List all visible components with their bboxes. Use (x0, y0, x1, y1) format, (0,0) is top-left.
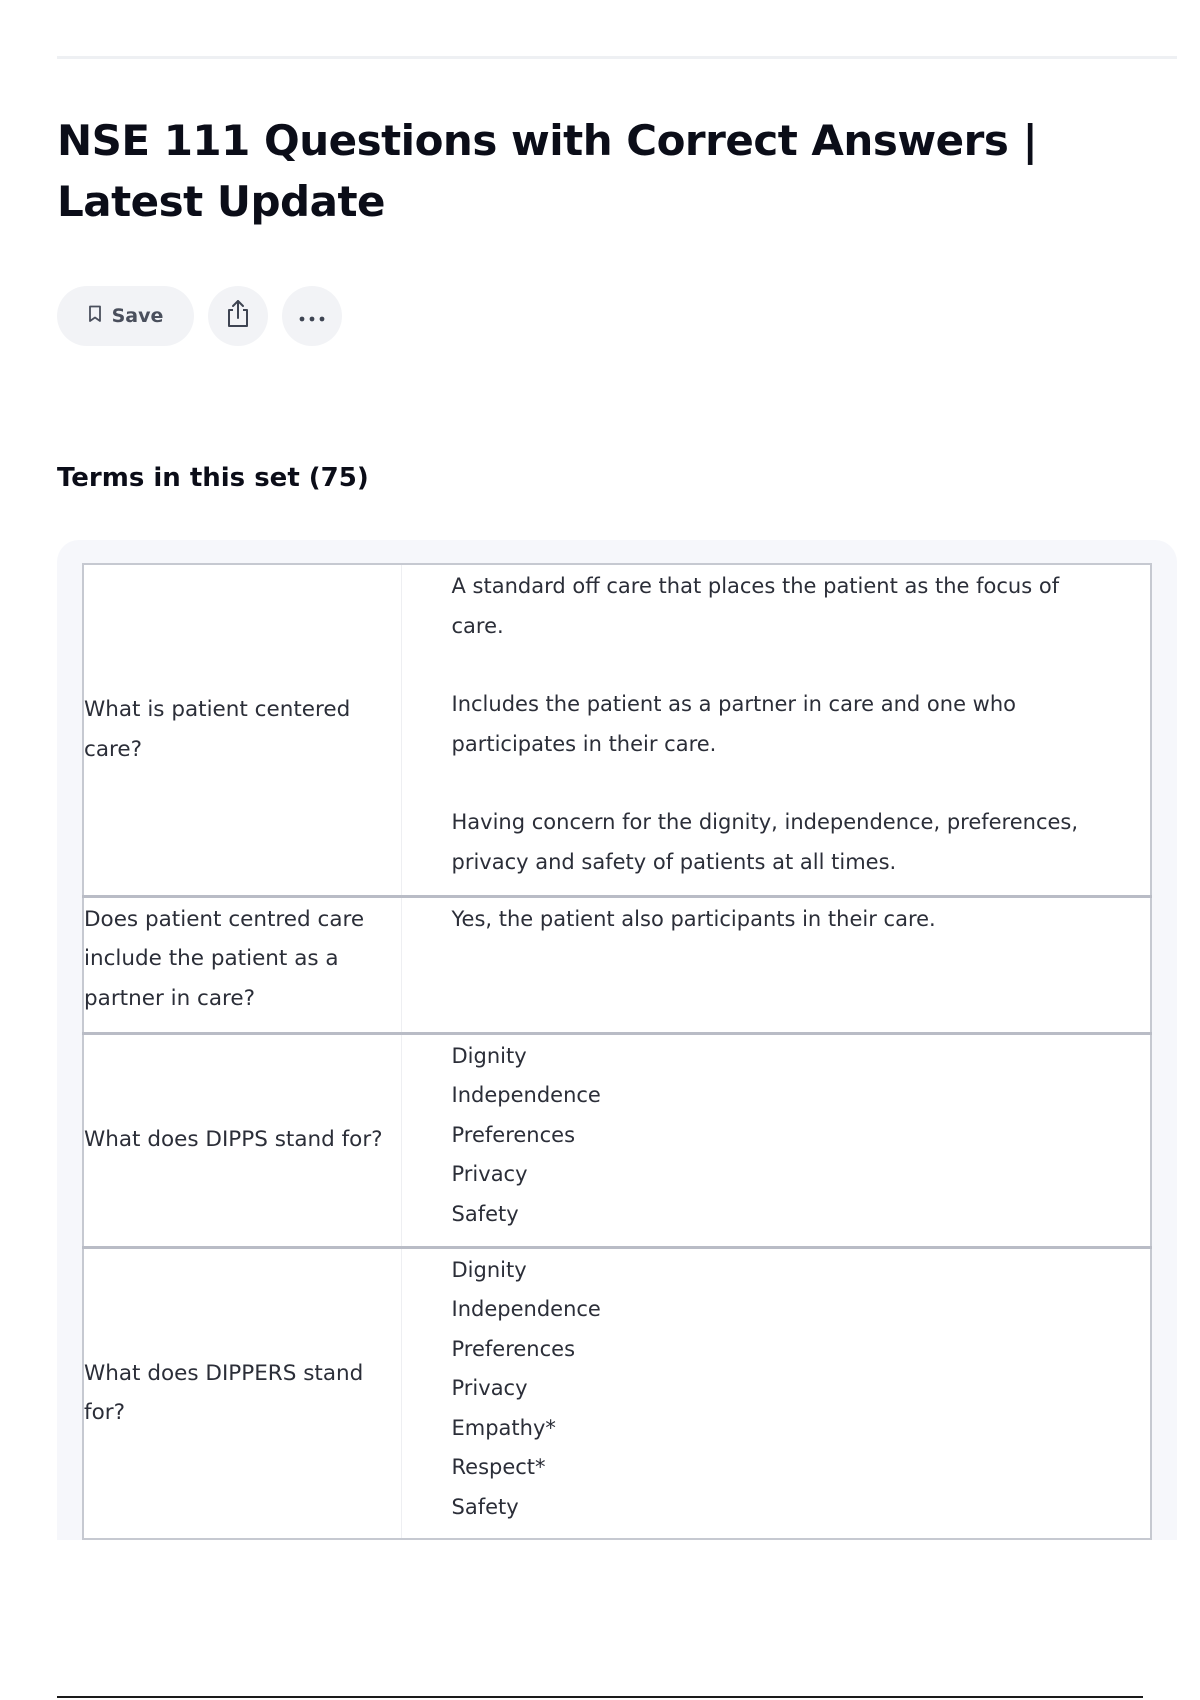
terms-table (82, 563, 1152, 1540)
definition-line: Safety (451, 1494, 519, 1519)
definition-paragraph: Yes, the patient also participants in their care. (451, 906, 936, 931)
top-divider (57, 56, 1177, 59)
term-cell (83, 564, 401, 896)
definition-line: Preferences (451, 1122, 576, 1147)
bottom-divider (57, 1696, 1143, 1698)
definition-line: Independence (451, 1083, 601, 1107)
definition-paragraph: Having concern for the dignity, independence, preferences, privacy and safety of patients at all times. (451, 810, 1079, 874)
definition-cell (401, 1033, 1151, 1247)
table-row (83, 1247, 1151, 1539)
definition-line: Dignity (451, 1257, 527, 1282)
definition-cell (401, 564, 1151, 896)
more-options-button[interactable] (282, 286, 342, 346)
term-text: Does patient centred care include the patient as a partner in care? (84, 906, 365, 1011)
definition-line: Preferences (451, 1336, 576, 1361)
more-icon (298, 307, 326, 326)
definition-line: Privacy (451, 1376, 528, 1400)
save-label: Save (111, 305, 164, 327)
page-title: NSE 111 Questions with Correct Answers | Latest Update (57, 116, 1038, 226)
term-cell (83, 896, 401, 1033)
bookmark-icon (88, 305, 102, 327)
definition-line: Privacy (451, 1162, 528, 1186)
definition-cell (401, 896, 1151, 1033)
table-row (83, 896, 1151, 1033)
definition-cell (401, 1247, 1151, 1539)
table-row (83, 564, 1151, 896)
term-cell (83, 1247, 401, 1539)
term-cell (83, 1033, 401, 1247)
share-icon (225, 299, 251, 333)
definition-line: Independence (451, 1297, 601, 1321)
term-text: What does DIPPS stand for? (84, 1127, 383, 1153)
definition-paragraph: Includes the patient as a partner in care and one who participates in their care. (451, 692, 1017, 756)
term-text: What does DIPPERS stand for? (84, 1360, 364, 1426)
terms-heading: Terms in this set (75) (57, 463, 369, 493)
definition-line: Empathy* (451, 1415, 556, 1440)
definition-line: Respect* (451, 1455, 546, 1479)
share-button[interactable] (208, 286, 268, 346)
definition-line: Safety (451, 1201, 519, 1226)
table-row (83, 1033, 1151, 1247)
definition-line: Dignity (451, 1043, 527, 1068)
term-text: What is patient centered care? (84, 697, 351, 762)
action-bar (57, 286, 342, 346)
save-button[interactable] (57, 286, 194, 346)
definition-paragraph: A standard off care that places the patient as the focus of care. (451, 574, 1060, 638)
